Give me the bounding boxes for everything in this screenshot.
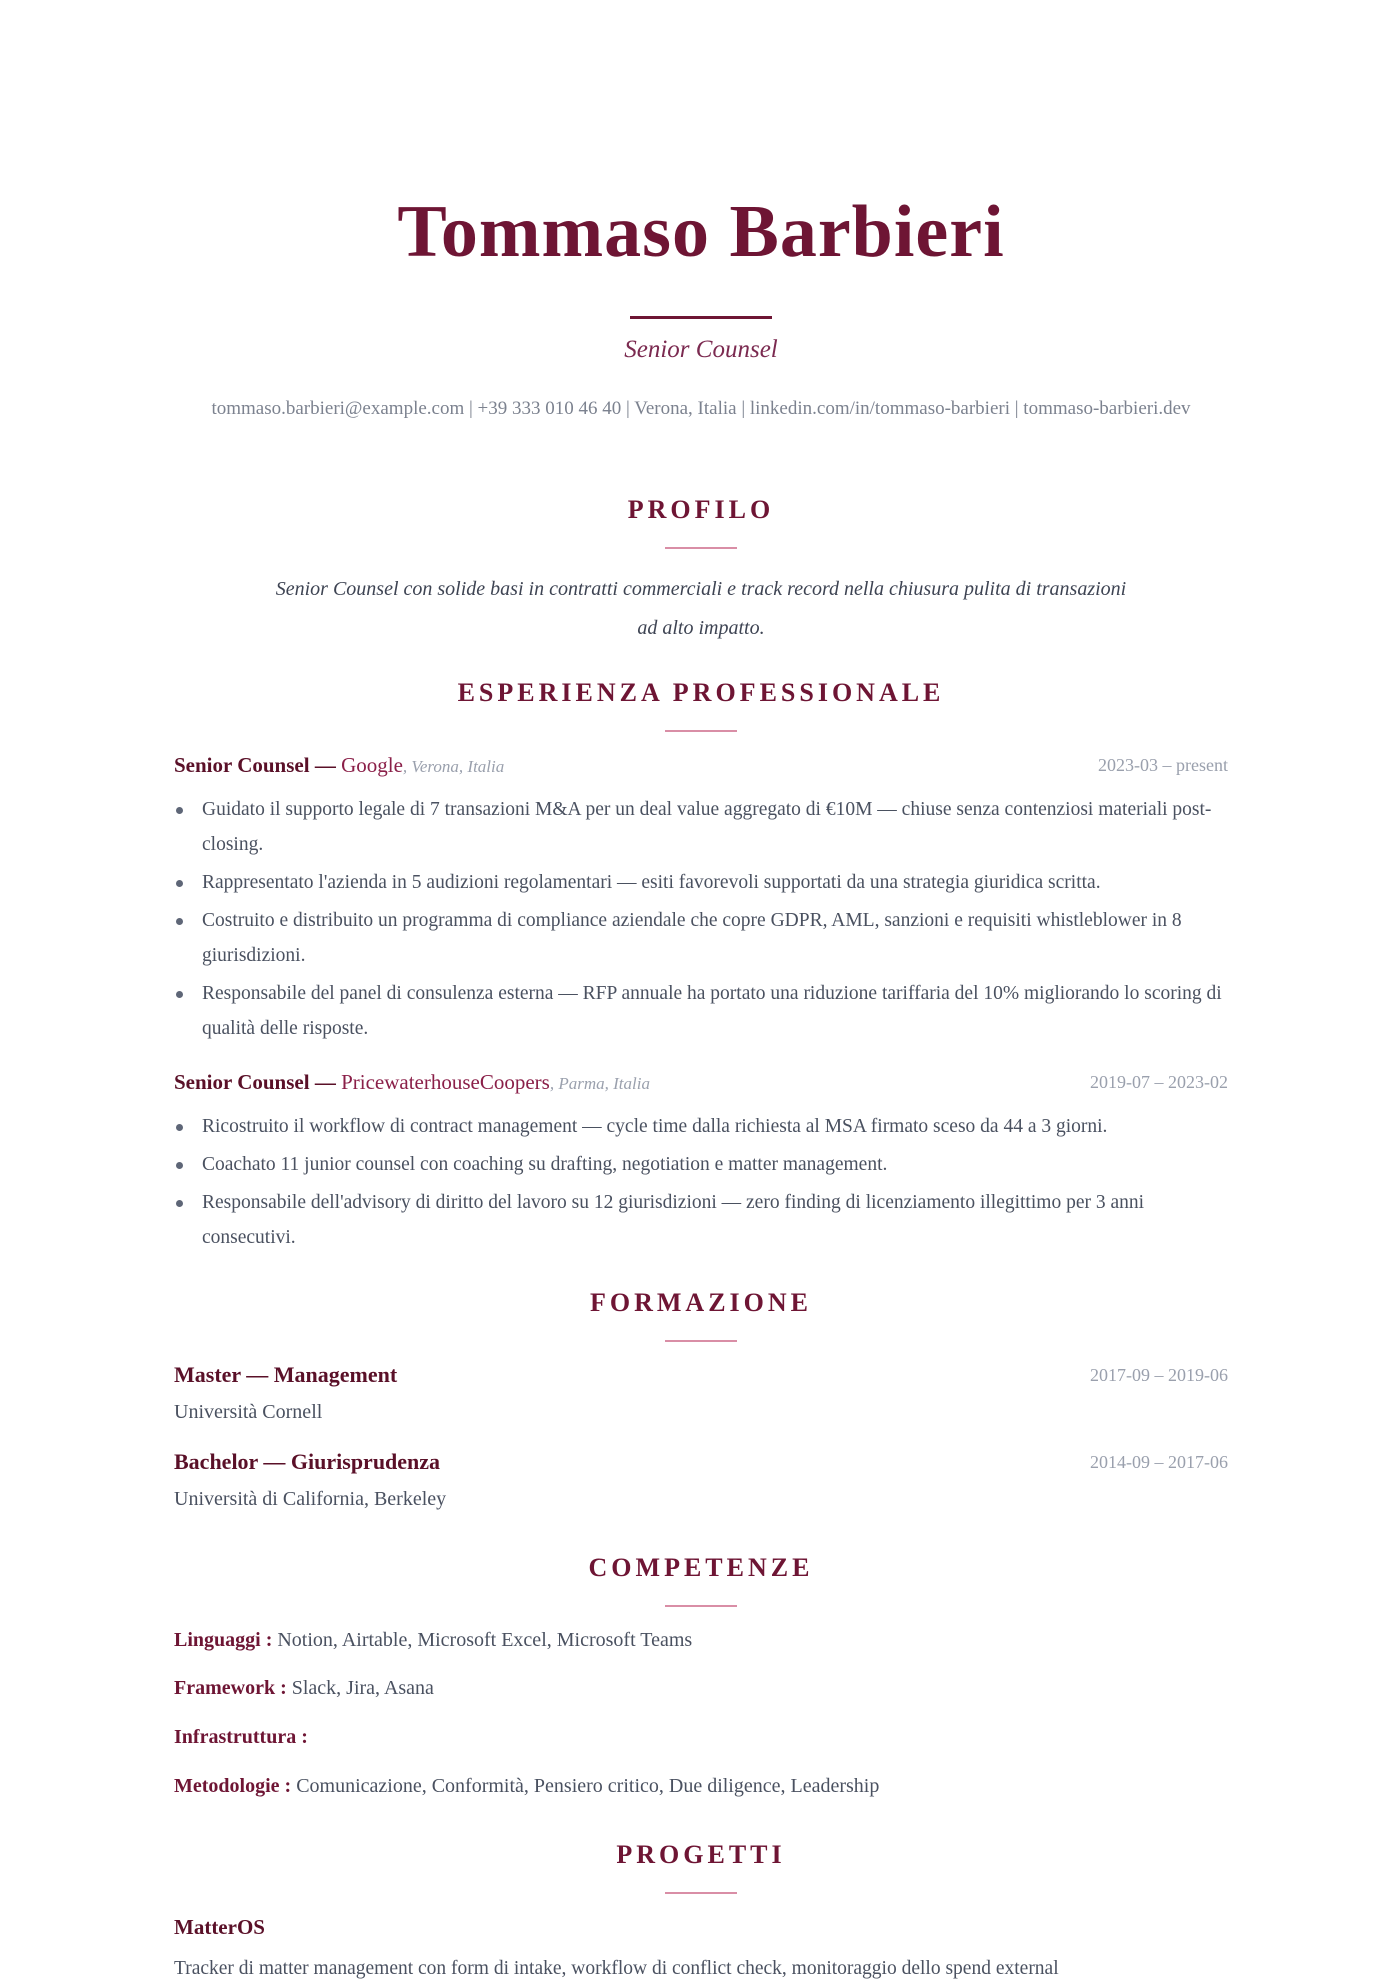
skill-label: Infrastruttura : — [174, 1726, 308, 1748]
job-dates: 2019-07 – 2023-02 — [1090, 1072, 1228, 1092]
skill-row — [174, 1629, 1228, 1652]
job-dates: 2023-03 – present — [1098, 755, 1228, 775]
skill-label: Linguaggi : — [174, 1629, 273, 1651]
section-title-experience: ESPERIENZA PROFESSIONALE — [457, 678, 945, 707]
section-title-education: FORMAZIONE — [590, 1288, 812, 1317]
education-school: Università di California, Berkeley — [174, 1488, 447, 1510]
section-title-projects: PROGETTI — [616, 1840, 786, 1869]
education-header — [174, 1449, 1228, 1475]
skill-label: Framework : — [174, 1677, 287, 1699]
job-role: Senior Counsel — [174, 753, 310, 777]
education-degree: Master — Management — [174, 1362, 398, 1387]
job-header: Senior Counsel — Google, Verona, Italia 2023-03 – present — [174, 753, 1228, 777]
job-bullets — [174, 1109, 1228, 1258]
skill-row — [174, 1726, 1228, 1749]
skill-row — [174, 1677, 1228, 1700]
education-dates: 2017-09 – 2019-06 — [1090, 1365, 1228, 1385]
profile-summary: Senior Counsel con solide basi in contratti commerciali e track record nella chiusura pulita di transazioni ad alto impatto. — [275, 578, 1127, 639]
bullet-item: Rappresentato l'azienda in 5 audizioni regolamentari — esiti favorevoli supportati da una strategia giuridica scritta. — [174, 865, 1228, 900]
contact-line: tommaso.barbieri@example.com | +39 333 010 46 40 | Verona, Italia | linkedin.com/in/tommaso-barbieri | tommaso-barbieri.dev — [211, 398, 1191, 419]
project-name: MatterOS — [174, 1915, 265, 1939]
section-divider — [665, 1892, 737, 1894]
job-company: PricewaterhouseCoopers — [341, 1070, 550, 1094]
candidate-title: Senior Counsel — [624, 336, 778, 363]
bullet-item: Coachato 11 junior counsel con coaching su drafting, negotiation e matter management. — [174, 1147, 1228, 1182]
section-title-profile: PROFILO — [627, 495, 775, 524]
section-divider — [665, 547, 737, 549]
job-bullets — [174, 792, 1228, 1049]
job-role: Senior Counsel — [174, 1070, 310, 1094]
education-degree: Bachelor — Giurisprudenza — [174, 1449, 441, 1474]
skill-label: Metodologie : — [174, 1775, 292, 1797]
education-school: Università Cornell — [174, 1401, 323, 1423]
education-dates: 2014-09 – 2017-06 — [1090, 1452, 1228, 1472]
section-divider — [665, 1340, 737, 1342]
bullet-item: Responsabile del panel di consulenza esterna — RFP annuale ha portato una riduzione tariffaria del 10% migliorando lo scoring di qualità delle risposte. — [174, 976, 1228, 1046]
name-divider — [630, 316, 772, 319]
skill-row — [174, 1775, 1228, 1798]
bullet-item: Guidato il supporto legale di 7 transazioni M&A per un deal value aggregato di €10M — chiuse senza contenziosi materiali post-closing. — [174, 792, 1228, 862]
bullet-item: Ricostruito il workflow di contract management — cycle time dalla richiesta al MSA firmato sceso da 44 a 3 giorni. — [174, 1109, 1228, 1144]
job-location: Verona, Italia — [411, 757, 505, 776]
section-divider — [665, 1605, 737, 1607]
skill-values: Comunicazione, Conformità, Pensiero critico, Due diligence, Leadership — [296, 1775, 880, 1797]
candidate-name: Tommaso Barbieri — [397, 191, 1005, 273]
bullet-item: Responsabile dell'advisory di diritto del lavoro su 12 giurisdizioni — zero finding di licenziamento illegittimo per 3 anni consecutivi. — [174, 1185, 1228, 1255]
project-description: Tracker di matter management con form di intake, workflow di conflict check, monitoraggio dello spend external — [174, 1958, 1059, 1979]
skill-values: Notion, Airtable, Microsoft Excel, Microsoft Teams — [277, 1629, 693, 1651]
job-company: Google — [341, 753, 403, 777]
job-header: Senior Counsel — PricewaterhouseCoopers, Parma, Italia 2019-07 – 2023-02 — [174, 1070, 1228, 1094]
section-divider — [665, 730, 737, 732]
job-location: Parma, Italia — [558, 1074, 650, 1093]
section-title-skills: COMPETENZE — [588, 1553, 814, 1582]
skill-values: Slack, Jira, Asana — [291, 1677, 434, 1699]
education-header — [174, 1362, 1228, 1388]
bullet-item: Costruito e distribuito un programma di compliance aziendale che copre GDPR, AML, sanzioni e requisiti whistleblower in 8 giurisdizioni. — [174, 903, 1228, 973]
